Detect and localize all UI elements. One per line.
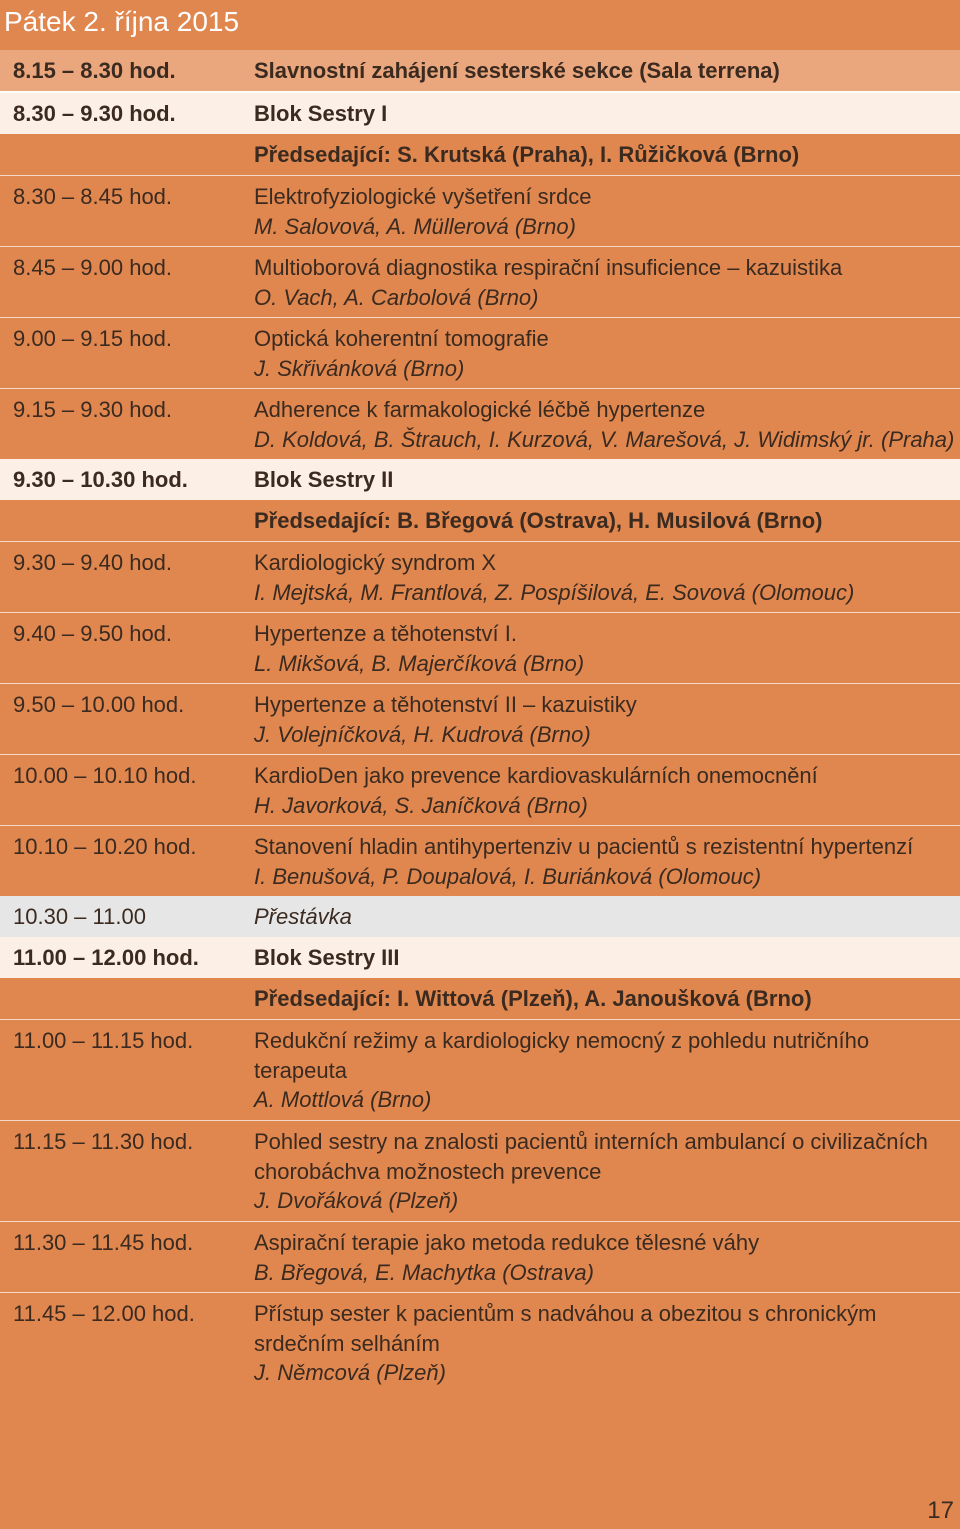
talk-row (0, 684, 960, 755)
talk-time: 11.45 – 12.00 hod. (13, 1301, 195, 1326)
talk-time: 8.30 – 8.45 hod. (13, 184, 173, 209)
talk-authors: D. Koldová, B. Štrauch, I. Kurzová, V. Marešová, J. Widimský jr. (Praha) (254, 426, 955, 452)
talk-authors: I. Mejtská, M. Frantlová, Z. Pospíšilová, E. Sovová (Olomouc) (254, 579, 855, 605)
talk-title: Pohled sestry na znalosti pacientů interních ambulancí o civilizačních chorobáchva možnostech prevence (254, 1129, 928, 1184)
break-title: Přestávka (254, 904, 352, 929)
chairs-row (0, 500, 960, 542)
block-title: Blok Sestry III (254, 945, 400, 970)
talk-authors: J. Volejníčková, H. Kudrová (Brno) (254, 721, 591, 747)
talk-time: 11.00 – 11.15 hod. (13, 1028, 194, 1053)
chairs: Předsedající: S. Krutská (Praha), I. Růžičková (Brno) (254, 142, 800, 167)
talk-authors: I. Benušová, P. Doupalová, I. Buriánková (Olomouc) (254, 863, 762, 889)
talk-time: 9.00 – 9.15 hod. (13, 326, 173, 351)
talk-authors: O. Vach, A. Carbolová (Brno) (254, 284, 539, 310)
block-time: 9.30 – 10.30 hod. (13, 467, 188, 492)
talk-row (0, 613, 960, 684)
block-title: Blok Sestry II (254, 467, 394, 492)
talk-row (0, 176, 960, 247)
block-time: 8.30 – 9.30 hod. (13, 101, 176, 126)
session-time: 8.15 – 8.30 hod. (13, 58, 176, 83)
page-number: 17 (927, 1497, 954, 1524)
chairs-row (0, 134, 960, 176)
chairs-row (0, 978, 960, 1020)
talk-authors: J. Dvořáková (Plzeň) (254, 1188, 459, 1213)
talk-title: Multioborová diagnostika respirační insuficience – kazuistika (254, 255, 843, 280)
schedule (0, 50, 960, 1393)
talk-title: Adherence k farmakologické léčbě hypertenze (254, 397, 706, 422)
talk-time: 10.10 – 10.20 hod. (13, 834, 197, 859)
talk-row (0, 755, 960, 826)
block-header-2 (0, 459, 960, 500)
session-title: Slavnostní zahájení sesterské sekce (Sala terrena) (254, 58, 780, 83)
talk-title: Hypertenze a těhotenství II – kazuistiky (254, 692, 637, 717)
block-time: 11.00 – 12.00 hod. (13, 945, 199, 970)
block-title: Blok Sestry I (254, 101, 388, 126)
talk-time: 11.30 – 11.45 hod. (13, 1230, 194, 1255)
chairs: Předsedající: B. Břegová (Ostrava), H. Musilová (Brno) (254, 508, 823, 533)
talk-row (0, 1020, 960, 1121)
talk-row (0, 318, 960, 389)
chairs: Předsedající: I. Wittová (Plzeň), A. Janoušková (Brno) (254, 986, 812, 1011)
talk-time: 8.45 – 9.00 hod. (13, 255, 173, 280)
talk-row (0, 1293, 960, 1393)
block-header-3 (0, 937, 960, 978)
talk-time: 9.15 – 9.30 hod. (13, 397, 173, 422)
talk-row (0, 1222, 960, 1293)
talk-title: Stanovení hladin antihypertenziv u pacientů s rezistentní hypertenzí (254, 834, 914, 859)
talk-authors: J. Němcová (Plzeň) (254, 1360, 446, 1385)
talk-authors: J. Skřivánková (Brno) (254, 355, 465, 381)
talk-title: Elektrofyziologické vyšetření srdce (254, 184, 592, 209)
talk-title: Kardiologický syndrom X (254, 550, 497, 575)
talk-title: Aspirační terapie jako metoda redukce tělesné váhy (254, 1230, 760, 1255)
talk-row (0, 542, 960, 613)
talk-time: 9.40 – 9.50 hod. (13, 621, 173, 646)
talk-time: 10.00 – 10.10 hod. (13, 763, 197, 788)
talk-authors: L. Mikšová, B. Majerčíková (Brno) (254, 650, 585, 676)
talk-row (0, 1121, 960, 1222)
talk-time: 9.30 – 9.40 hod. (13, 550, 173, 575)
break-row (0, 896, 960, 937)
talk-authors: B. Břegová, E. Machytka (Ostrava) (254, 1259, 594, 1285)
talk-title: KardioDen jako prevence kardiovaskulárních onemocnění (254, 763, 818, 788)
talk-title: Přístup sester k pacientům s nadváhou a obezitou s chronickým srdečním selháním (254, 1301, 877, 1356)
talk-row (0, 826, 960, 896)
talk-row (0, 389, 960, 459)
talk-authors: H. Javorková, S. Janíčková (Brno) (254, 792, 588, 818)
talk-time: 9.50 – 10.00 hod. (13, 692, 185, 717)
talk-authors: A. Mottlová (Brno) (254, 1087, 432, 1112)
talk-row (0, 247, 960, 318)
opening-row (0, 50, 960, 93)
block-header-1 (0, 93, 960, 134)
page-title: Pátek 2. října 2015 (4, 6, 240, 37)
break-time: 10.30 – 11.00 (13, 904, 146, 929)
talk-title: Optická koherentní tomografie (254, 326, 549, 351)
talk-title: Hypertenze a těhotenství I. (254, 621, 517, 646)
talk-title: Redukční režimy a kardiologicky nemocný z pohledu nutričního terapeuta (254, 1028, 870, 1083)
talk-authors: M. Salovová, A. Müllerová (Brno) (254, 213, 576, 239)
talk-time: 11.15 – 11.30 hod. (13, 1129, 194, 1154)
